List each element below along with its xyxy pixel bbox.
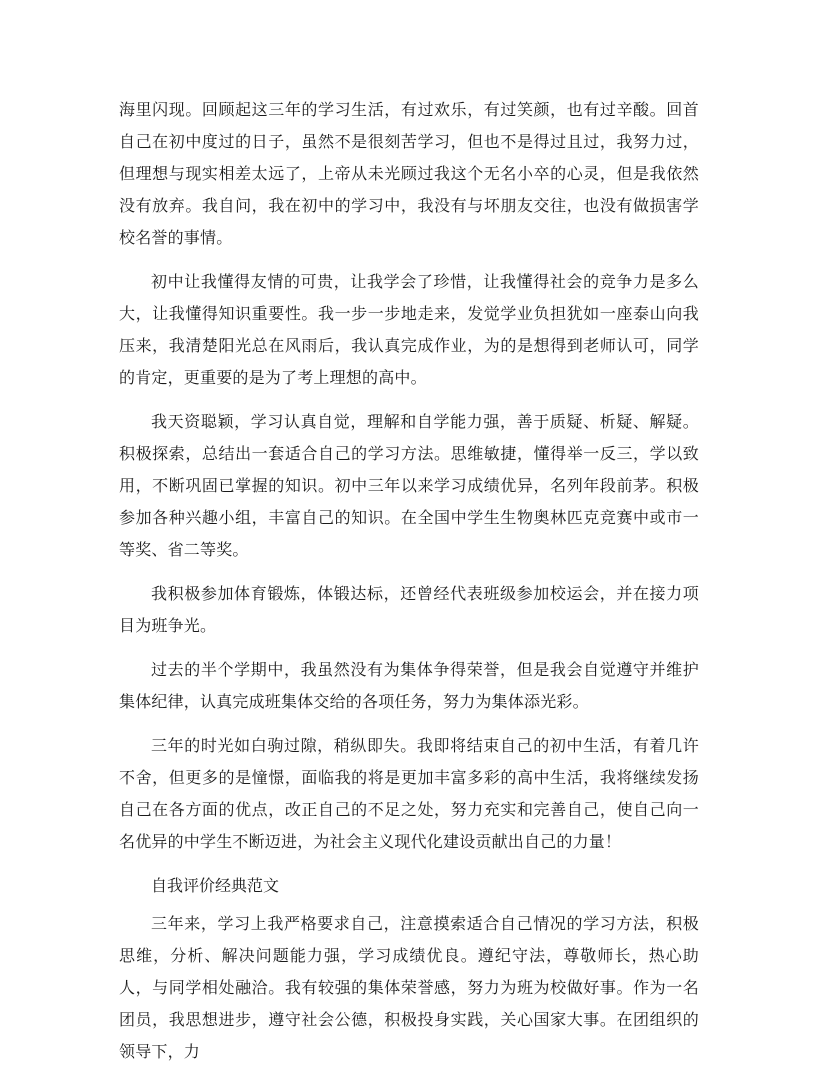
paragraph-6: 三年的时光如白驹过隙，稍纵即失。我即将结束自己的初中生活，有着几许不舍，但更多的是憧憬，面临我的将是更加丰富多彩的高中生活，我将继续发扬自己在各方面的优点，改正自己的不足之处，努力充实和完善自己，使自己向一名优异的中学生不断迈进，为社会主义现代化建设贡献出自己的力量！ — [119, 736, 699, 851]
paragraph-final: 三年来，学习上我严格要求自己，注意摸索适合自己情况的学习方法，积极思维，分析、解决问题能力强，学习成绩优良。遵纪守法，尊敬师长，热心助人，与同学相处融洽。我有较强的集体荣誉感，努力为班为校做好事。作为一名团员，我思想进步，遵守社会公德，积极投身实践，关心国家大事。在团组织的领导下，力 — [119, 914, 699, 1061]
document-page — [119, 94, 699, 1080]
section-heading: 自我评价经典范文 — [151, 876, 280, 895]
paragraph-4: 我积极参加体育锻炼，体锻达标，还曾经代表班级参加校运会，并在接力项目为班争光。 — [119, 584, 699, 635]
paragraph-3: 我天资聪颖，学习认真自觉，理解和自学能力强，善于质疑、析疑、解疑。积极探索，总结出一套适合自己的学习方法。思维敏捷，懂得举一反三，学以致用，不断巩固已掌握的知识。初中三年以来学习成绩优异，名列年段前茅。积极参加各种兴趣小组，丰富自己的知识。在全国中学生生物奥林匹克竞赛中或市一等奖、省二等奖。 — [119, 412, 699, 559]
paragraph-2: 初中让我懂得友情的可贵，让我学会了珍惜，让我懂得社会的竞争力是多么大，让我懂得知识重要性。我一步一步地走来，发觉学业负担犹如一座泰山向我压来，我清楚阳光总在风雨后，我认真完成作业，为的是想得到老师认可，同学的肯定，更重要的是为了考上理想的高中。 — [119, 272, 699, 387]
paragraph-5: 过去的半个学期中，我虽然没有为集体争得荣誉，但是我会自觉遵守并维护集体纪律，认真完成班集体交给的各项任务，努力为集体添光彩。 — [119, 660, 699, 711]
paragraph-1: 海里闪现。回顾起这三年的学习生活，有过欢乐，有过笑颜，也有过辛酸。回首自己在初中度过的日子，虽然不是很刻苦学习，但也不是得过且过，我努力过，但理想与现实相差太远了，上帝从未光顾过我这个无名小卒的心灵，但是我依然没有放弃。我自问，我在初中的学习中，我没有与坏朋友交往，也没有做损害学校名誉的事情。 — [119, 100, 699, 247]
